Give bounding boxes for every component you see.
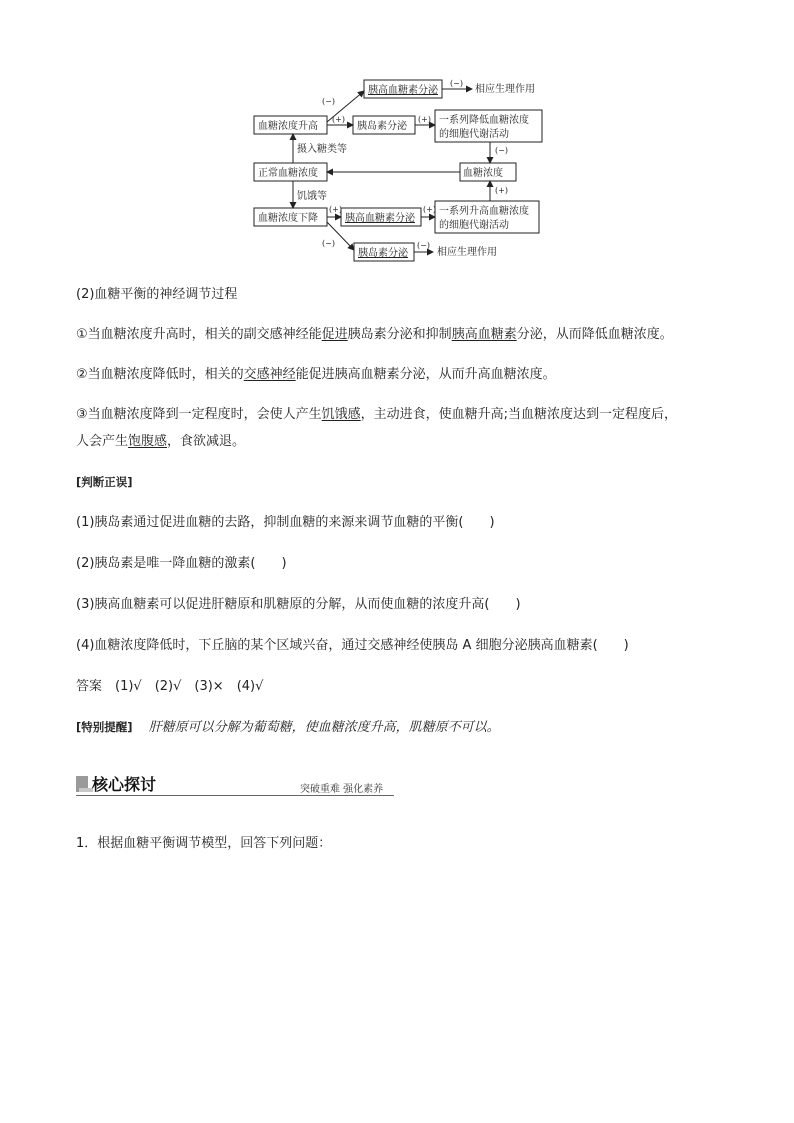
label-intake: 摄入糖类等 bbox=[297, 144, 347, 155]
label-glucagon-bottom: 胰高血糖素分泌 bbox=[345, 213, 415, 224]
p3-b: 饥饿感 bbox=[321, 407, 361, 422]
label-effect-top: 相应生理作用 bbox=[475, 84, 535, 95]
label-insulin-bottom: 胰岛素分泌 bbox=[358, 248, 408, 259]
sign-1: (−) bbox=[322, 97, 335, 106]
sign-5: (−) bbox=[495, 146, 508, 155]
paragraph-2 bbox=[76, 366, 556, 384]
label-glucagon-top: 胰高血糖素分泌 bbox=[368, 85, 438, 96]
p3-a: ③当血糖浓度降到一定程度时，会使人产生 bbox=[76, 407, 322, 422]
blood-glucose-regulation-diagram bbox=[0, 0, 794, 270]
tip-text: 肝糖原可以分解为葡萄糖，使血糖浓度升高，肌糖原不可以。 bbox=[148, 720, 500, 735]
sign-3: (+) bbox=[332, 115, 345, 124]
label-raise-proc-1: 一系列升高血糖浓度 bbox=[439, 206, 529, 217]
sign-9: (−) bbox=[322, 239, 335, 248]
tip-label: [特别提醒] bbox=[76, 720, 133, 734]
p3-f: ，食欲减退。 bbox=[167, 434, 246, 449]
question-1: 1．根据血糖平衡调节模型，回答下列问题： bbox=[76, 836, 332, 851]
sign-7: (+) bbox=[329, 205, 342, 214]
p1-c: 胰岛素分泌和抑制 bbox=[347, 327, 452, 342]
judge-item-3: (3)胰高血糖素可以促进肝糖原和肌糖原的分解，从而使血糖的浓度升高( ) bbox=[76, 597, 521, 612]
p1-d: 胰高血糖素 bbox=[451, 327, 517, 342]
label-lower-proc-1: 一系列降低血糖浓度 bbox=[439, 115, 529, 126]
core-rule bbox=[76, 795, 394, 796]
p1-e: 分泌，从而降低血糖浓度。 bbox=[516, 327, 673, 342]
p1-a: ①当血糖浓度升高时，相关的副交感神经能 bbox=[76, 327, 322, 342]
sign-8: (+) bbox=[423, 205, 436, 214]
core-subtitle: 突破重难 强化素养 bbox=[300, 784, 384, 795]
label-normal: 正常血糖浓度 bbox=[258, 168, 318, 179]
label-effect-bottom: 相应生理作用 bbox=[437, 247, 497, 258]
judge-heading: [判断正误] bbox=[76, 475, 133, 489]
label-insulin-top: 胰岛素分泌 bbox=[357, 121, 407, 132]
p2-c: 能促进胰高血糖素分泌，从而升高血糖浓度。 bbox=[295, 367, 556, 382]
tip-line bbox=[76, 718, 500, 737]
judge-item-4: (4)血糖浓度降低时，下丘脑的某个区域兴奋，通过交感神经使胰岛 A 细胞分泌胰高血糖素( ) bbox=[76, 638, 629, 653]
core-section-header bbox=[76, 772, 394, 796]
p1-b: 促进 bbox=[321, 327, 348, 342]
answer-line: 答案 (1)√ (2)√ (3)× (4)√ bbox=[76, 679, 264, 694]
sign-2: (−) bbox=[450, 79, 463, 88]
sign-6: (+) bbox=[495, 186, 508, 195]
paragraph-1 bbox=[76, 326, 673, 344]
p2-b: 交感神经 bbox=[243, 367, 296, 382]
label-raise-proc-2: 的细胞代谢活动 bbox=[439, 220, 509, 231]
label-level: 血糖浓度 bbox=[463, 168, 503, 179]
core-title: 核心探讨 bbox=[92, 775, 157, 794]
judge-item-1: (1)胰岛素通过促进血糖的去路，抑制血糖的来源来调节血糖的平衡( ) bbox=[76, 515, 495, 530]
sign-10: (−) bbox=[417, 241, 430, 250]
sign-4: (+) bbox=[418, 115, 431, 124]
paragraph-3-line-1 bbox=[76, 406, 677, 424]
label-low: 血糖浓度下降 bbox=[258, 213, 318, 224]
p2-a: ②当血糖浓度降低时，相关的 bbox=[76, 367, 244, 382]
p3-c: ，主动进食，使血糖升高;当血糖浓度达到一定程度后， bbox=[360, 407, 678, 422]
p3-e: 饱腹感 bbox=[128, 434, 168, 449]
section-marker-shadow bbox=[79, 788, 93, 792]
label-high: 血糖浓度升高 bbox=[258, 121, 318, 132]
label-hunger: 饥饿等 bbox=[297, 191, 327, 202]
section-title: (2)血糖平衡的神经调节过程 bbox=[76, 287, 238, 302]
judge-item-2: (2)胰岛素是唯一降血糖的激素( ) bbox=[76, 556, 287, 571]
paragraph-3-line-2 bbox=[76, 433, 245, 451]
p3-d: 人会产生 bbox=[76, 434, 129, 449]
label-lower-proc-2: 的细胞代谢活动 bbox=[439, 129, 509, 140]
